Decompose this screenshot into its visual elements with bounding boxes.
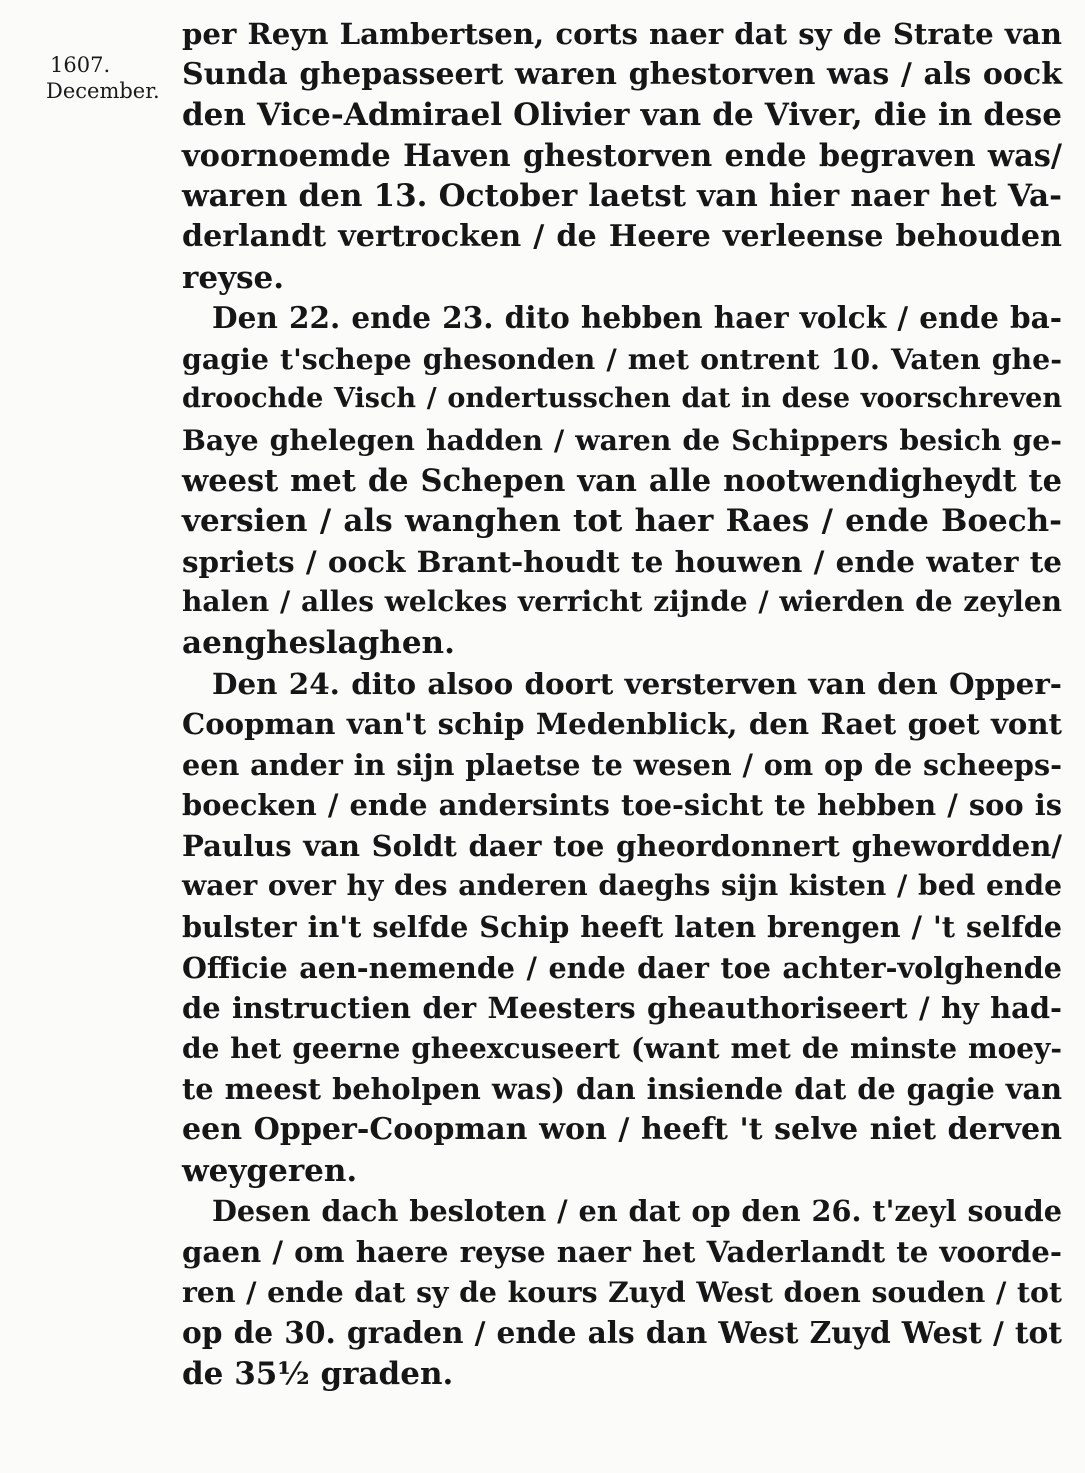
- body-text: [182, 14, 1062, 1394]
- text-line: derlandt vertrocken / de Heere verleense behouden: [182, 218, 1062, 254]
- text-line: droochde Visch / ondertusschen dat in dese voorschreven: [182, 383, 1062, 415]
- margin-year: 1607.: [50, 53, 111, 77]
- text-line: per Reyn Lambertsen, corts naer dat sy de Strate van: [182, 17, 1062, 51]
- text-line: de instructien der Meesters gheauthoriseert / hy had-: [182, 991, 1062, 1026]
- text-line: Coopman van't schip Medenblick, den Raet goet vont: [182, 707, 1062, 742]
- text-line: Baye ghelegen hadden / waren de Schippers besich ge-: [182, 422, 1062, 457]
- text-line: de het geerne gheexcuseert (want met de minste moey-: [182, 1031, 1062, 1065]
- text-line: waer over hy des anderen daeghs sijn kisten / bed ende: [182, 869, 1062, 903]
- text-line: aengheslaghen.: [182, 624, 455, 661]
- text-line: voornoemde Haven ghestorven ende begraven was/: [182, 137, 1062, 174]
- margin-month: December.: [46, 79, 160, 103]
- text-line: een Opper-Coopman won / heeft 't selve niet derven: [182, 1112, 1062, 1148]
- text-line: halen / alles welckes verricht zijnde / wierden de zeylen: [182, 585, 1062, 619]
- text-line: boecken / ende andersints toe-sicht te hebben / soo is: [182, 788, 1062, 823]
- text-line: op de 30. graden / ende als dan West Zuyd West / tot: [182, 1315, 1062, 1350]
- text-line: een ander in sijn plaetse te wesen / om op de scheeps-: [182, 747, 1062, 782]
- paragraph-start: Den 22. ende 23. dito hebben haer volck / ende ba-: [212, 300, 1062, 336]
- text-line: waren den 13. October laetst van hier naer het Va-: [182, 178, 1062, 215]
- paragraph-start: Den 24. dito alsoo doort versterven van den Opper-: [212, 665, 1062, 701]
- text-line: weygeren.: [182, 1152, 358, 1189]
- text-line: weest met de Schepen van alle nootwendigheydt te: [182, 462, 1062, 499]
- text-line: ren / ende dat sy de kours Zuyd West doen souden / tot: [182, 1275, 1062, 1310]
- text-line: Officie aen-nemende / ende daer toe achter-volghende: [182, 950, 1062, 985]
- text-line: spriets / oock Brant-houdt te houwen / ende water te: [182, 543, 1062, 579]
- text-line: reyse.: [182, 259, 285, 296]
- text-line: bulster in't selfde Schip heeft laten brengen / 't selfde: [182, 910, 1062, 945]
- margin-note: [46, 52, 176, 104]
- text-line: gagie t'schepe ghesonden / met ontrent 10. Vaten ghe-: [182, 341, 1062, 376]
- text-line: den Vice-Admirael Olivier van de Viver, die in dese: [182, 97, 1062, 134]
- text-line: Sunda ghepasseert waren ghestorven was / als oock: [182, 56, 1062, 92]
- text-line: te meest beholpen was) dan insiende dat de gagie van: [182, 1072, 1062, 1107]
- paragraph-start: Desen dach besloten / en dat op den 26. t'zeyl soude: [212, 1194, 1062, 1229]
- text-line: versien / als wanghen tot haer Raes / ende Boech-: [182, 503, 1062, 540]
- text-line: Paulus van Soldt daer toe gheordonnert ghewordden/: [182, 828, 1062, 863]
- text-line: gaen / om haere reyse naer het Vaderlandt te voorde-: [182, 1234, 1062, 1269]
- text-line: de 35½ graden.: [182, 1355, 454, 1392]
